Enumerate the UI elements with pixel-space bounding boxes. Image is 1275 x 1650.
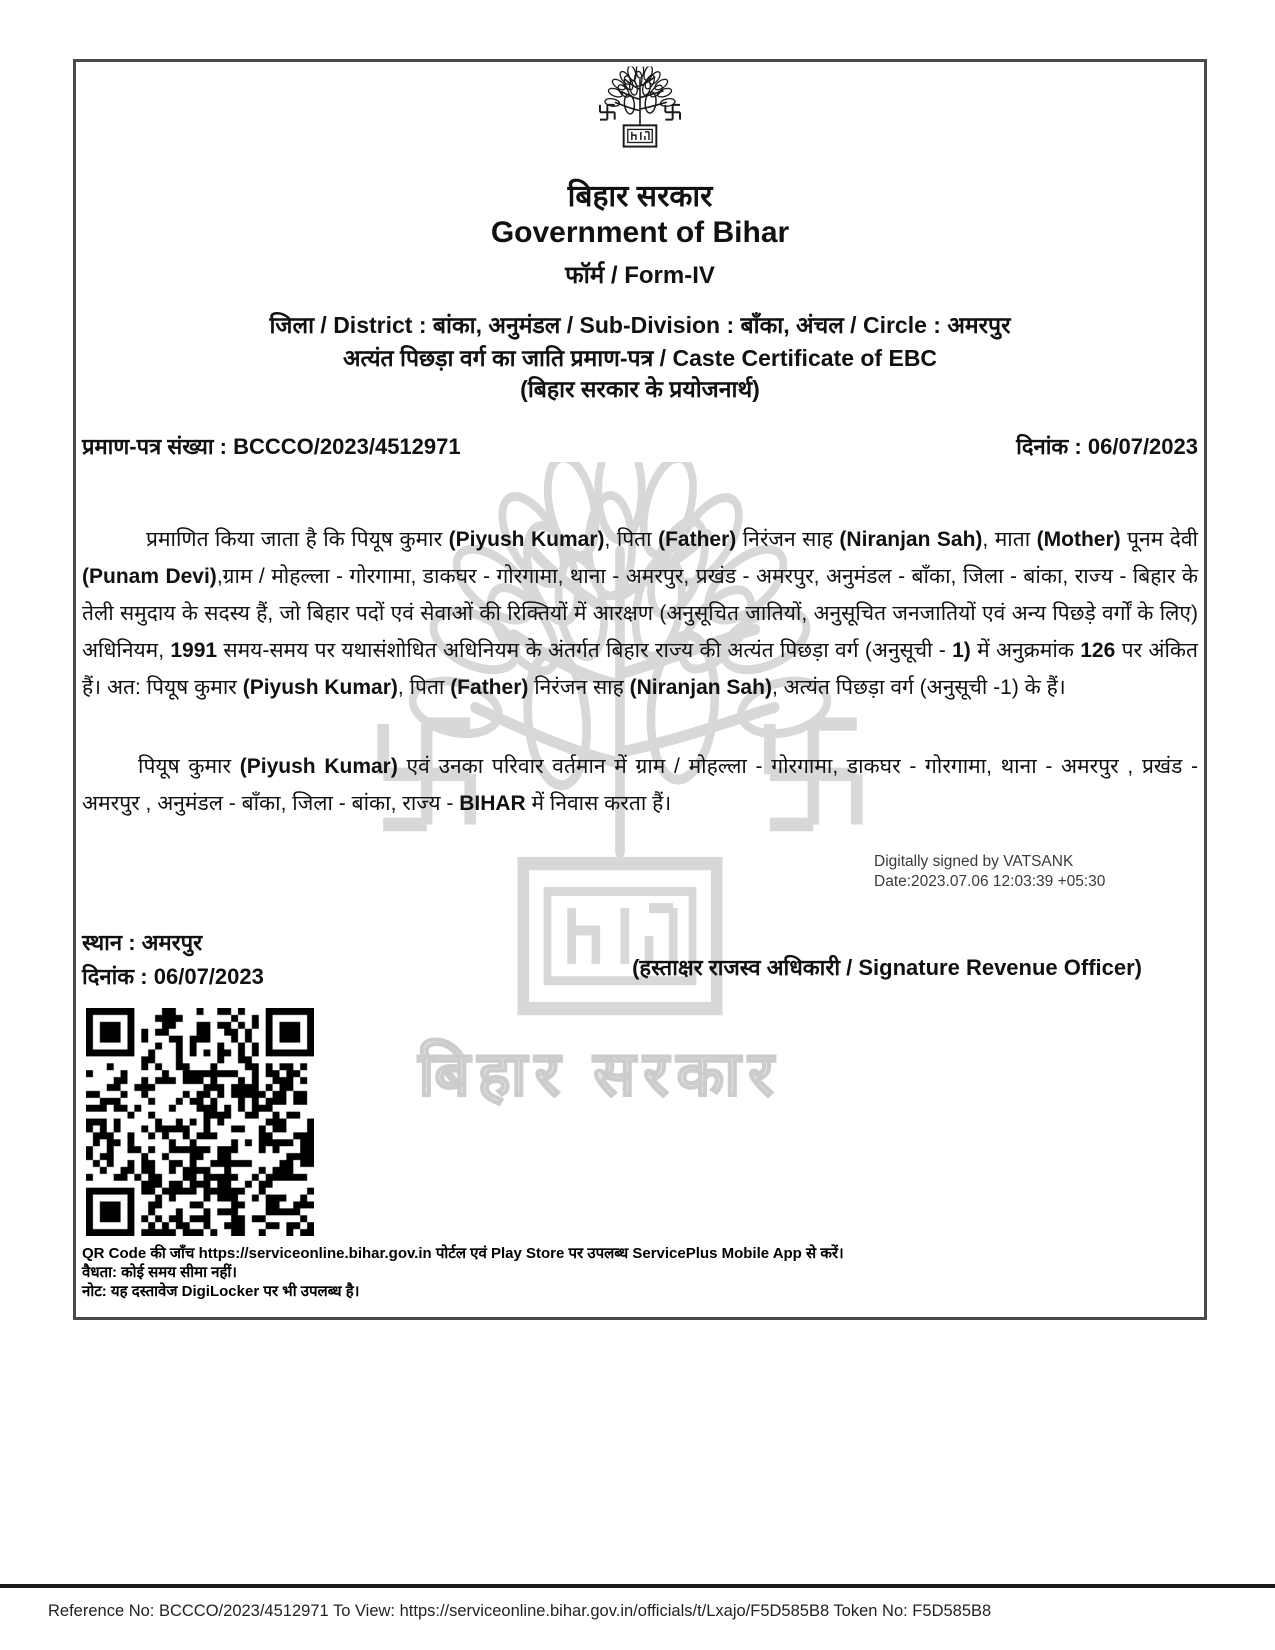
certificate-date-value: 06/07/2023 [1087,434,1198,459]
bihar-emblem-logo [591,66,689,152]
certificate-number [82,431,461,461]
footer-reference-text: Reference No: BCCCO/2023/4512971 To View: https://serviceonline.bihar.gov.in/officials/t/Lxajo/F5D585B8 Token No: F5D585B8 [48,1602,992,1620]
place-label: स्थान : [82,930,136,955]
footer-divider [0,1584,1275,1588]
certificate-number-label: प्रमाण-पत्र संख्या : [82,434,227,459]
watermark-text: बिहार सरकार [418,1040,782,1109]
place-value: अमरपुर [141,930,203,955]
digital-signature-line2: Date:2023.07.06 12:03:39 +05:30 [874,873,1106,890]
note-validity: वैधता: कोई समय सीमा नहीं। [82,1264,237,1281]
form-number: फॉर्म / Form-IV [565,262,715,289]
date-label: दिनांक : [82,964,148,989]
certificate-body-paragraph-2: पियूष कुमार (Piyush Kumar) एवं उनका परिवार वर्तमान में ग्राम / मोहल्ला - गोरगामा, डाकघर - गोरगामा, थाना - अमरपुर , प्रखंड - अमरपुर , अनुमंडल - बाँका, जिला - बांका, राज्य - BIHAR में निवास करता हैं। [82,755,1198,815]
state-name-english: Government of Bihar [490,216,790,249]
certificate-meta-row [82,431,1198,461]
note-qr-check: QR Code की जाँच https://serviceonline.bihar.gov.in पोर्टल एवं Play Store पर उपलब्ध ServicePlus Mobile App से करें। [82,1245,844,1262]
certificate-number-value: BCCCO/2023/4512971 [233,434,461,459]
certificate-date [1016,431,1198,461]
date-line [82,960,264,994]
qr-code [86,1008,314,1236]
note-digilocker: नोट: यह दस्तावेज DigiLocker पर भी उपलब्ध है। [82,1283,360,1300]
document-title: अत्यंत पिछड़ा वर्ग का जाति प्रमाण-पत्र / Caste Certificate of EBC [342,345,938,371]
place-line [82,926,264,960]
notes-block [82,1244,1198,1301]
certificate-body-paragraph-1: प्रमाणित किया जाता है कि पियूष कुमार (Piyush Kumar), पिता (Father) निरंजन साह (Niranjan Sah), माता (Mother) पूनम देवी (Punam Devi),ग्राम / मोहल्ला - गोरगामा, डाकघर - गोरगामा, थाना - अमरपुर, प्रखंड - अमरपुर, अनुमंडल - बाँका, जिला - बांका, राज्य - बिहार के तेली समुदाय के सदस्य हैं, जो बिहार पदों एवं सेवाओं की रिक्तियों में आरक्षण (अनुसूचित जातियों, अनुसूचित जनजातियों एवं अन्य पिछड़े वर्गों के लिए) अधिनियम, 1991 समय-समय पर यथासंशोधित अधिनियम के अंतर्गत बिहार राज्य की अत्यंत पिछड़ा वर्ग (अनुसूची - 1) में अनुक्रमांक 126 पर अंकित हैं। अत: पियूष कुमार (Piyush Kumar), पिता (Father) निरंजन साह (Niranjan Sah), अत्यंत पिछड़ा वर्ग (अनुसूची -1) के हैं। [82,528,1198,699]
certificate-frame [73,59,1207,1320]
digital-signature-block [874,852,1105,892]
state-name-hindi: बिहार सरकार [567,180,713,213]
document-subtitle: (बिहार सरकार के प्रयोजनार्थ) [520,376,760,402]
signature-officer-label: (हस्ताक्षर राजस्व अधिकारी / Signature Revenue Officer) [632,955,1142,980]
place-date-block [82,926,264,994]
date-value: 06/07/2023 [153,964,264,989]
certificate-date-label: दिनांक : [1016,434,1082,459]
digital-signature-line1: Digitally signed by VATSANK [874,853,1074,870]
district-line: जिला / District : बांका, अनुमंडल / Sub-Division : बाँका, अंचल / Circle : अमरपुर [269,312,1011,338]
